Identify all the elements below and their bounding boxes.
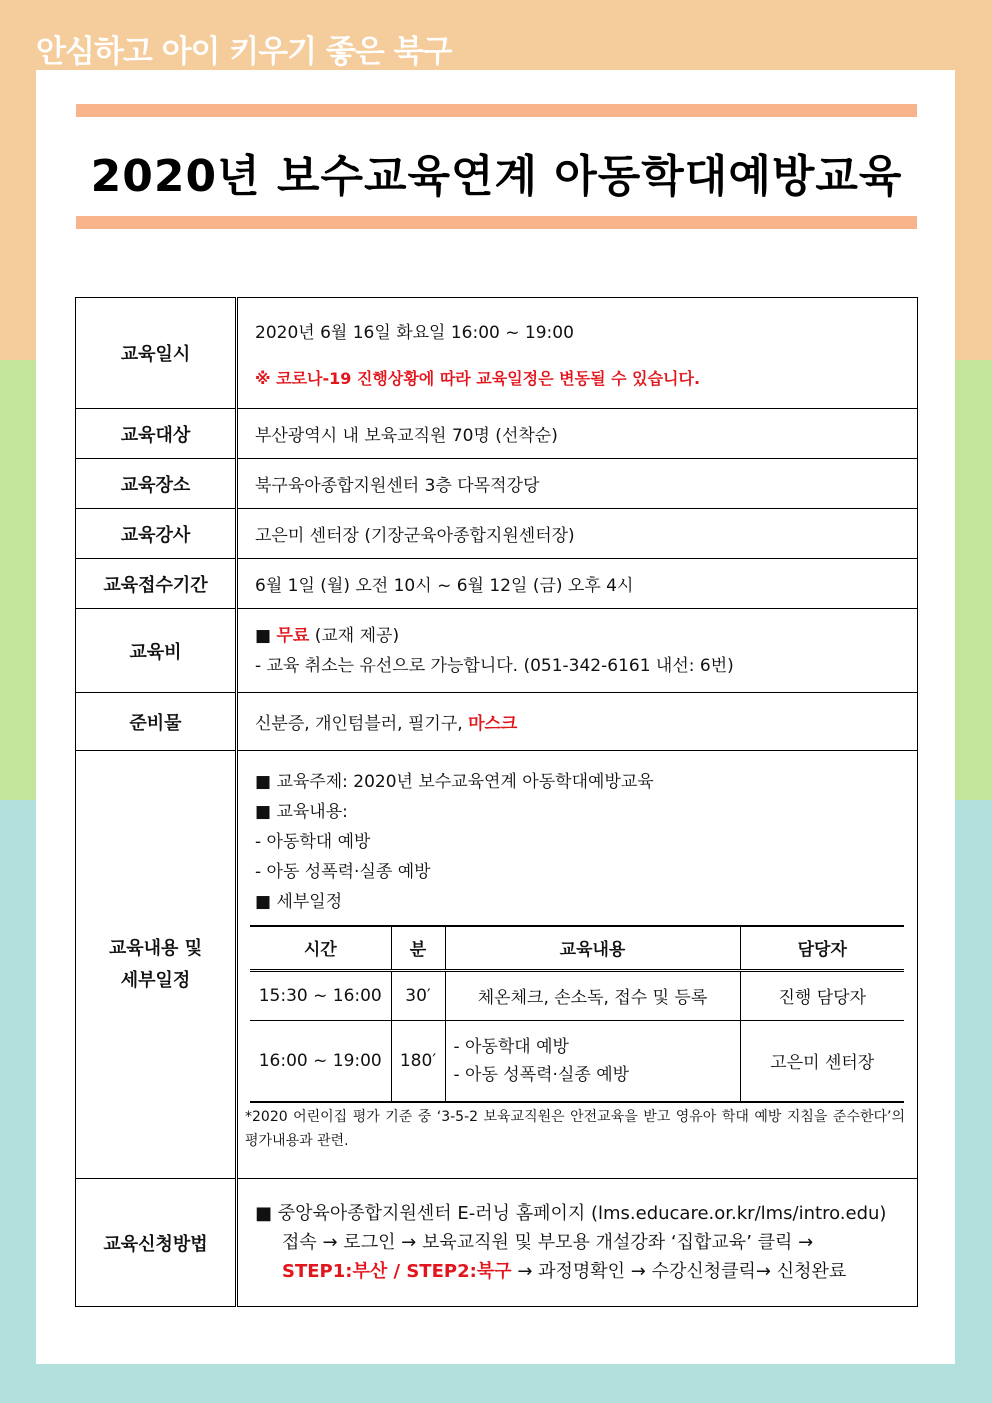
value-date: 2020년 6월 16일 화요일 16:00 ~ 19:00: [255, 322, 574, 343]
content-item-1: - 아동학대 예방: [255, 832, 371, 852]
schedule-min: 30′: [391, 970, 445, 1020]
apply-steps: STEP1:부산 / STEP2:북구: [282, 1261, 512, 1282]
prep-mask: 마스크: [468, 714, 518, 734]
label-content-line1: 교육내용 및: [108, 937, 203, 959]
label-place: 교육장소: [76, 459, 237, 509]
schedule-content-line: - 아동 성폭력·실종 예방: [453, 1064, 630, 1085]
schedule-manager: 진행 담당자: [740, 970, 904, 1020]
label-apply: 교육신청방법: [76, 1179, 237, 1307]
label-prep: 준비물: [76, 693, 237, 751]
footnote: *2020 어린이집 평가 기준 중 ‘3-5-2 보육교직원은 안전교육을 받고 영유아 학대 예방 지침을 준수한다’의 평가내용과 관련.: [245, 1109, 905, 1149]
title-bottom-bar: [76, 216, 917, 229]
label-date: 교육일시: [76, 298, 237, 409]
row-apply: [76, 1179, 918, 1307]
fee-cancel-info: - 교육 취소는 유선으로 가능합니다. (051-342-6161 내선: 6번): [255, 655, 734, 676]
row-target: [76, 409, 918, 459]
schedule-table: [250, 925, 904, 1103]
prep-items: 신분증, 개인텀블러, 필기구,: [255, 714, 463, 734]
row-period: [76, 559, 918, 609]
content-topic: ■ 교육주제: 2020년 보수교육연계 아동학대예방교육: [255, 772, 654, 792]
row-content: [76, 751, 918, 1179]
label-period: 교육접수기간: [76, 559, 237, 609]
fee-note: (교재 제공): [314, 625, 400, 646]
schedule-time: 16:00 ~ 19:00: [250, 1020, 391, 1102]
page-title: 2020년 보수교육연계 아동학대예방교육: [90, 151, 903, 202]
row-prep: [76, 693, 918, 751]
fee-free: 무료: [276, 625, 310, 646]
schedule-header-manager: 담당자: [740, 926, 904, 970]
row-date: [76, 298, 918, 409]
row-lecturer: [76, 509, 918, 559]
label-target: 교육대상: [76, 409, 237, 459]
schedule-row: [250, 970, 904, 1020]
schedule-content: 체온체크, 손소독, 접수 및 등록: [445, 970, 740, 1020]
bullet-icon: ■: [255, 625, 272, 646]
content-item-2: - 아동 성폭력·실종 예방: [255, 862, 431, 882]
value-lecturer: 고은미 센터장 (기장군육아종합지원센터장): [237, 509, 918, 559]
apply-line-3: → 과정명확인 → 수강신청클릭→ 신청완료: [517, 1261, 847, 1282]
row-fee: [76, 609, 918, 693]
apply-line-1: ■ 중앙육아종합지원센터 E-러닝 홈페이지 (lms.educare.or.kr/lms/intro.edu): [255, 1203, 887, 1224]
title-top-bar: [76, 104, 917, 117]
schedule-min: 180′: [391, 1020, 445, 1102]
schedule-head: ■ 세부일정: [255, 892, 343, 912]
label-fee: 교육비: [76, 609, 237, 693]
schedule-manager: 고은미 센터장: [740, 1020, 904, 1102]
value-period: 6월 1일 (월) 오전 10시 ~ 6월 12일 (금) 오후 4시: [237, 559, 918, 609]
label-lecturer: 교육강사: [76, 509, 237, 559]
value-target: 부산광역시 내 보육교직원 70명 (선착순): [237, 409, 918, 459]
apply-line-2: 접속 → 로그인 → 보육교직원 및 부모용 개설강좌 ‘집합교육’ 클릭 →: [282, 1232, 814, 1253]
label-content-line2: 세부일정: [120, 969, 191, 991]
schedule-content-line: - 아동학대 예방: [453, 1036, 569, 1057]
info-table: [75, 297, 918, 1307]
schedule-time: 15:30 ~ 16:00: [250, 970, 391, 1020]
slogan: 안심하고 아이 키우기 좋은 북구: [36, 34, 452, 70]
schedule-header-time: 시간: [250, 926, 391, 970]
content-head: ■ 교육내용:: [255, 802, 348, 822]
value-place: 북구육아종합지원센터 3층 다목적강당: [237, 459, 918, 509]
schedule-header-content: 교육내용: [445, 926, 740, 970]
corona-notice: ※ 코로나-19 진행상황에 따라 교육일정은 변동될 수 있습니다.: [255, 368, 701, 388]
row-place: [76, 459, 918, 509]
schedule-header-min: 분: [391, 926, 445, 970]
schedule-row: [250, 1020, 904, 1102]
